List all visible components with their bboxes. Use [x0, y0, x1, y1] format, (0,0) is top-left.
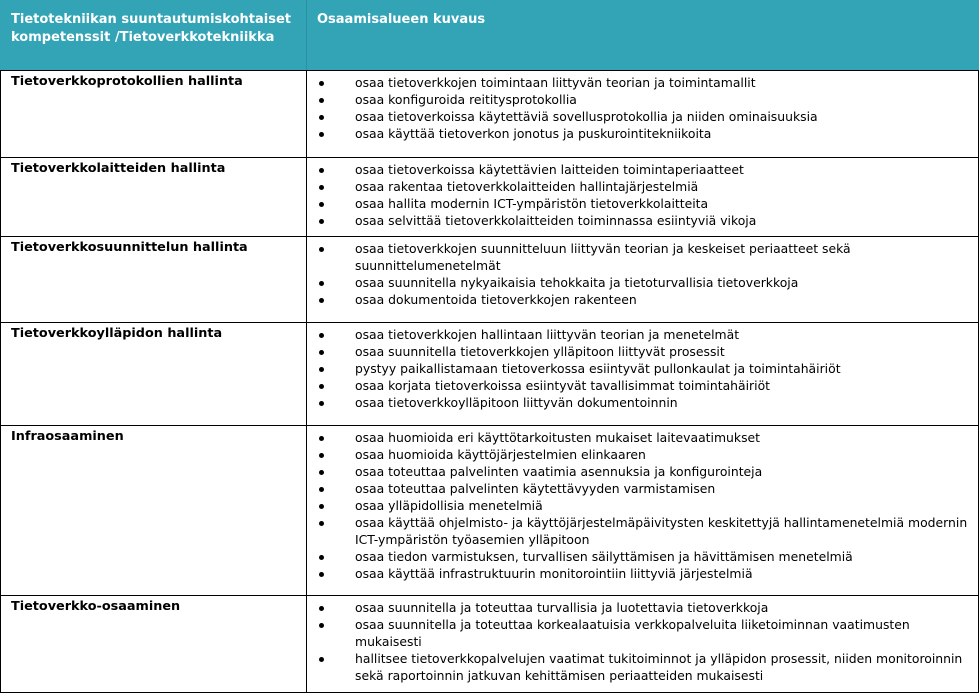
list-item: osaa selvittää tietoverkkolaitteiden toiminnassa esiintyviä vikoja — [307, 212, 974, 229]
list-item: osaa käyttää ohjelmisto- ja käyttöjärjestelmäpäivitysten keskitettyjä hallintamenetelmiä modernin ICT-ympäristön työasemien ylläpitoon — [307, 514, 974, 548]
list-item: osaa tietoverkkojen suunnitteluun liittyvän teorian ja keskeiset periaatteet sekä suunnittelumenetelmät — [307, 240, 974, 274]
description-cell — [307, 596, 979, 693]
bullet-list — [307, 161, 974, 229]
list-item: osaa huomioida käyttöjärjestelmien elinkaaren — [307, 446, 974, 463]
list-item: pystyy paikallistamaan tietoverkossa esiintyvät pullonkaulat ja toimintahäiriöt — [307, 360, 974, 377]
bullet-icon — [319, 401, 324, 406]
description-cell — [307, 323, 979, 426]
list-item: osaa dokumentoida tietoverkkojen rakenteen — [307, 291, 974, 308]
bullet-icon — [319, 219, 324, 224]
list-item: osaa suunnitella ja toteuttaa korkealaatuisia verkkopalveluita liiketoiminnan vaatimusten mukaisesti — [307, 616, 974, 650]
list-item: osaa tiedon varmistuksen, turvallisen säilyttämisen ja hävittämisen menetelmiä — [307, 548, 974, 565]
bullet-list — [307, 74, 974, 142]
list-item: osaa konfiguroida reititysprotokollia — [307, 91, 974, 108]
list-item: osaa tietoverkoissa käytettäviä sovellusprotokollia ja niiden ominaisuuksia — [307, 108, 974, 125]
bullet-icon — [319, 436, 324, 441]
bullet-icon — [319, 453, 324, 458]
description-cell — [307, 426, 979, 596]
bullet-icon — [319, 367, 324, 372]
list-item: osaa toteuttaa palvelinten käytettävyyden varmistamisen — [307, 480, 974, 497]
bullet-list — [307, 240, 974, 308]
list-item: osaa korjata tietoverkoissa esiintyvät tavallisimmat toimintahäiriöt — [307, 377, 974, 394]
bullet-icon — [319, 115, 324, 120]
list-item: osaa käyttää tietoverkon jonotus ja puskurointitekniikoita — [307, 125, 974, 142]
description-cell — [307, 158, 979, 237]
table-row — [1, 323, 979, 426]
description-cell — [307, 237, 979, 323]
bullet-icon — [319, 98, 324, 103]
table-header-row — [1, 0, 979, 71]
bullet-icon — [319, 606, 324, 611]
competence-area-cell: Infraosaaminen — [1, 426, 307, 596]
competence-area-cell: Tietoverkkoprotokollien hallinta — [1, 71, 307, 158]
bullet-icon — [319, 521, 324, 526]
list-item: osaa suunnitella nykyaikaisia tehokkaita ja tietoturvallisia tietoverkkoja — [307, 274, 974, 291]
competence-area-cell: Tietoverkkoylläpidon hallinta — [1, 323, 307, 426]
bullet-icon — [319, 470, 324, 475]
list-item: osaa ylläpidollisia menetelmiä — [307, 497, 974, 514]
list-item: osaa huomioida eri käyttötarkoitusten mukaiset laitevaatimukset — [307, 429, 974, 446]
table-row — [1, 596, 979, 693]
competence-area-cell: Tietoverkkolaitteiden hallinta — [1, 158, 307, 237]
table-row — [1, 158, 979, 237]
list-item: osaa tietoverkoissa käytettävien laitteiden toimintaperiaatteet — [307, 161, 974, 178]
bullet-icon — [319, 657, 324, 662]
bullet-icon — [319, 384, 324, 389]
header-competence-area: Tietotekniikan suuntautumiskohtaiset kompetenssit /Tietoverkkotekniikka — [1, 0, 307, 71]
bullet-icon — [319, 132, 324, 137]
bullet-icon — [319, 168, 324, 173]
list-item: osaa rakentaa tietoverkkolaitteiden hallintajärjestelmiä — [307, 178, 974, 195]
list-item: osaa toteuttaa palvelinten vaatimia asennuksia ja konfigurointeja — [307, 463, 974, 480]
bullet-icon — [319, 555, 324, 560]
bullet-icon — [319, 81, 324, 86]
table-row — [1, 237, 979, 323]
list-item: osaa suunnitella ja toteuttaa turvallisia ja luotettavia tietoverkkoja — [307, 599, 974, 616]
list-item: osaa käyttää infrastruktuurin monitorointiin liittyviä järjestelmiä — [307, 565, 974, 582]
bullet-icon — [319, 298, 324, 303]
header-description: Osaamisalueen kuvaus — [307, 0, 979, 71]
list-item: osaa tietoverkkoylläpitoon liittyvän dokumentoinnin — [307, 394, 974, 411]
bullet-list — [307, 326, 974, 411]
table-row — [1, 71, 979, 158]
bullet-list — [307, 599, 974, 684]
bullet-icon — [319, 623, 324, 628]
list-item: osaa suunnitella tietoverkkojen ylläpitoon liittyvät prosessit — [307, 343, 974, 360]
competence-area-cell: Tietoverkko-osaaminen — [1, 596, 307, 693]
bullet-icon — [319, 247, 324, 252]
bullet-icon — [319, 281, 324, 286]
bullet-icon — [319, 202, 324, 207]
competence-area-cell: Tietoverkkosuunnittelun hallinta — [1, 237, 307, 323]
bullet-list — [307, 429, 974, 582]
table-row — [1, 426, 979, 596]
description-cell — [307, 71, 979, 158]
bullet-icon — [319, 333, 324, 338]
bullet-icon — [319, 350, 324, 355]
bullet-icon — [319, 572, 324, 577]
list-item: osaa tietoverkkojen toimintaan liittyvän teorian ja toimintamallit — [307, 74, 974, 91]
list-item: osaa hallita modernin ICT-ympäristön tietoverkkolaitteita — [307, 195, 974, 212]
bullet-icon — [319, 504, 324, 509]
bullet-icon — [319, 487, 324, 492]
list-item: hallitsee tietoverkkopalvelujen vaatimat tukitoiminnot ja ylläpidon prosessit, niiden monitoroinnin sekä raportoinnin jatkuvan kehittämisen periaatteiden mukaisesti — [307, 650, 974, 684]
list-item: osaa tietoverkkojen hallintaan liittyvän teorian ja menetelmät — [307, 326, 974, 343]
bullet-icon — [319, 185, 324, 190]
